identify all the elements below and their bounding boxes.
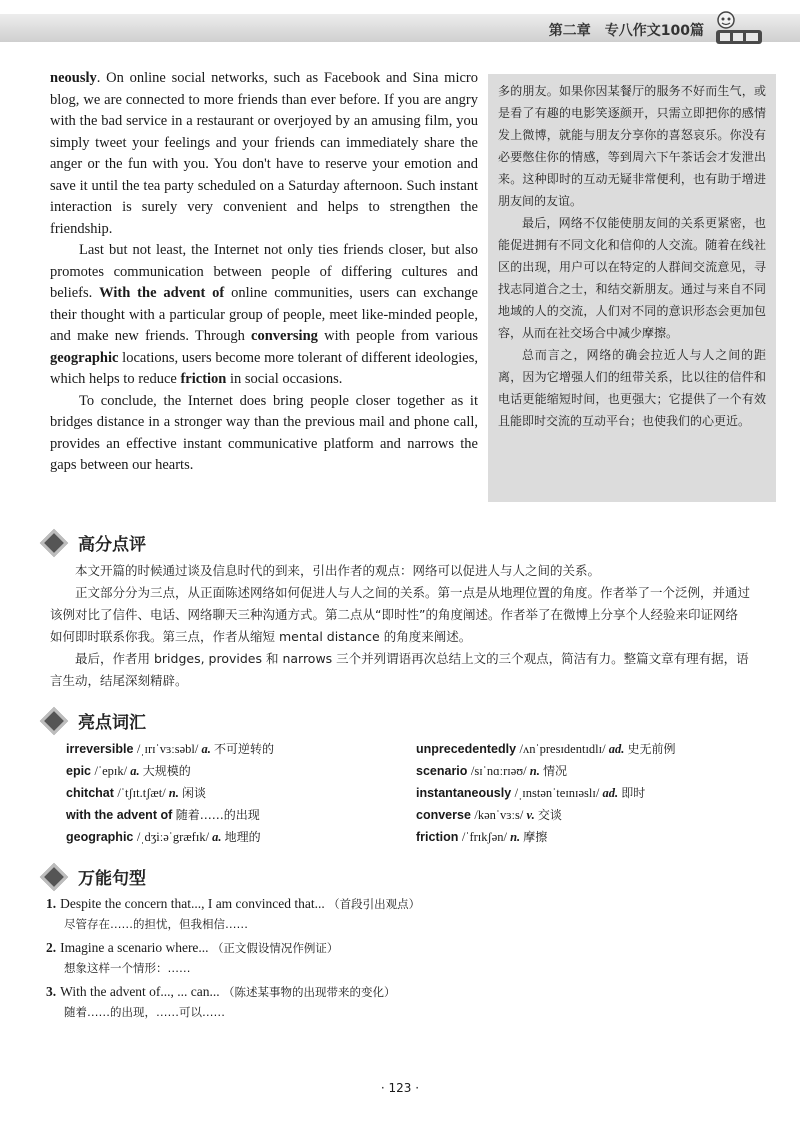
- vocab-word: friction: [416, 830, 462, 844]
- vocab-word: scenario: [416, 764, 471, 778]
- vocab-word: with the advent of: [66, 808, 176, 822]
- pattern-item: [46, 982, 746, 1022]
- diamond-bullet-icon: [40, 706, 68, 734]
- vocab-phonetic: /ˌdʒiːəˈgræfɪk/: [136, 830, 213, 844]
- vocab-word: instantaneously: [416, 786, 515, 800]
- vocab-phonetic: /ˈepɪk/: [94, 764, 131, 778]
- vocab-phonetic: /ˈtʃɪt.tʃæt/: [117, 786, 169, 800]
- pattern-text: Imagine a scenario where...: [60, 940, 212, 955]
- pattern-number: 2.: [46, 940, 57, 955]
- vocab-word: converse: [416, 808, 475, 822]
- vocab-pos: n.: [529, 764, 543, 778]
- essay-text: To conclude, the Internet does bring people closer together as it bridges distance in a stronger way than the previous mail and phone call, provides an effective instant communicative platform and narrows the gaps between our hearts.: [50, 392, 478, 473]
- vocab-pos: v.: [526, 808, 538, 822]
- vocab-list: [66, 738, 766, 848]
- comment-paragraph-3: 最后，作者用 bridges, provides 和 narrows 三个并列谓语再次总结上文的三个观点，简洁有力。整篇文章有理有据，语言生动，结尾深刻精辟。: [50, 651, 749, 688]
- essay-text: in social occasions.: [226, 371, 343, 387]
- vocab-meaning: 随着……的出现: [175, 808, 260, 822]
- vocab-meaning: 闲谈: [182, 786, 207, 800]
- diamond-bullet-icon: [40, 862, 68, 890]
- vocab-pos: a.: [212, 830, 225, 844]
- vocab-item: [66, 738, 416, 760]
- essay-text: Last but not least, the Internet not only ties friends closer, but also promotes communication between people of differing cultures and beliefs.: [50, 242, 478, 301]
- pattern-number: 3.: [46, 984, 57, 999]
- vocab-heading-text: 亮点词汇: [78, 713, 146, 733]
- vocab-item: [416, 760, 766, 782]
- pattern-english: [46, 982, 746, 1002]
- highlighted-term: friction: [180, 371, 227, 387]
- pattern-translation: 尽管存在……的担忧，但我相信……: [64, 917, 248, 931]
- vocab-item: [416, 738, 766, 760]
- vocab-word: unprecedentedly: [416, 742, 520, 756]
- vocab-meaning: 地理的: [224, 830, 261, 844]
- vocab-pos: a.: [201, 742, 215, 756]
- vocab-phonetic: /kənˈvɜːs/: [474, 808, 527, 822]
- vocab-item: [66, 804, 416, 826]
- vocab-word: geographic: [66, 830, 137, 844]
- vocab-heading: [38, 708, 146, 733]
- pattern-text: Despite the concern that..., I am convinced that...: [60, 896, 329, 911]
- vocab-item: [416, 782, 766, 804]
- pattern-english: [46, 938, 746, 958]
- essay-body: [50, 68, 478, 477]
- essay-text: online communities, users can exchange their thought with a particular group of people, meet like-minded people, and make new friends. Through: [50, 285, 478, 344]
- vocab-word: epic: [66, 764, 95, 778]
- pattern-note: （正文假设情况作例证）: [211, 941, 339, 955]
- pattern-note: （首段引出观点）: [328, 897, 421, 911]
- vocab-pos: a.: [130, 764, 143, 778]
- essay-text: . On online social networks, such as Facebook and Sina micro blog, we are connected to more friends than ever before. If you are angry with the bad service in a restaurant or overjoyed by an amusing film, you simply tweet your feelings and your friends can immediately share the anger or the fun with you. You don't have to reserve your emotion and save it until the tea party scheduled on a Saturday afternoon. Such instant interaction is surely very convenient and helps to strengthen the friendship.: [50, 70, 478, 237]
- vocab-phonetic: /ʌnˈpresɪdentɪdlɪ/: [519, 742, 609, 756]
- vocab-pos: n.: [168, 786, 182, 800]
- vocab-phonetic: /ˈfrɪkʃən/: [461, 830, 511, 844]
- vocab-word: irreversible: [66, 742, 137, 756]
- comment-body: [50, 560, 750, 692]
- essay-text: with people from various: [317, 328, 478, 344]
- pattern-translation: 随着……的出现，……可以……: [64, 1005, 225, 1019]
- pattern-item: [46, 938, 746, 978]
- comment-heading: [38, 530, 146, 555]
- highlighted-term: With the advent of: [99, 285, 225, 301]
- pattern-text: With the advent of..., ... can...: [60, 984, 224, 999]
- chapter-title: 第二章 专八作文100篇: [548, 23, 704, 39]
- translation-paragraph-2: 最后，网络不仅能使朋友间的关系更紧密，也能促进拥有不同文化和信仰的人交流。随着在线社区的出现，用户可以在特定的人群间交流意见，寻找志同道合之士，和结交新朋友。通过与来自不同地域的人的交流，人们对不同的意识形态会更加包容，从而在社交场合中减少摩擦。: [498, 216, 766, 340]
- vocab-meaning: 大规模的: [142, 764, 191, 778]
- comment-paragraph-2: 正文部分分为三点，从正面陈述网络如何促进人与人之间的关系。第一点是从地理位置的角度。作者举了一个泛例，并通过该例对比了信件、电话、网络聊天三种沟通方式。第二点从“即时性”的角度阐述。作者举了在微博上分享个人经验来印证网络如何即时联系你我。第三点，作者从缩短 mental distance 的角度来阐述。: [50, 585, 751, 644]
- vocab-meaning: 即时: [621, 786, 646, 800]
- highlighted-term: neously: [50, 70, 97, 86]
- vocab-meaning: 交谈: [537, 808, 562, 822]
- vocab-item: [66, 826, 416, 848]
- pattern-item: [46, 894, 746, 934]
- vocab-meaning: 不可逆转的: [214, 742, 275, 756]
- vocab-item: [66, 760, 416, 782]
- essay-paragraph-2: [50, 240, 478, 391]
- vocab-pos: n.: [510, 830, 524, 844]
- book-logo-icon: [712, 8, 766, 48]
- vocab-meaning: 史无前例: [627, 742, 676, 756]
- vocab-meaning: 情况: [542, 764, 567, 778]
- vocab-item: [416, 804, 766, 826]
- diamond-bullet-icon: [40, 528, 68, 556]
- patterns-list: [46, 894, 746, 1026]
- pattern-number: 1.: [46, 896, 57, 911]
- pattern-english: [46, 894, 746, 914]
- vocab-phonetic: /ˌɪrɪˈvɜːsəbl/: [136, 742, 202, 756]
- highlighted-term: conversing: [251, 328, 318, 344]
- vocab-item: [416, 826, 766, 848]
- patterns-heading-text: 万能句型: [78, 869, 146, 889]
- translation-paragraph-3: 总而言之，网络的确会拉近人与人之间的距离，因为它增强人们的纽带关系，比以往的信件和电话更能缩短时间，也更强大；它提供了一个有效且能即时交流的互动平台；也使我们的心更近。: [498, 348, 766, 428]
- vocab-word: chitchat: [66, 786, 118, 800]
- page-number: · 123 ·: [380, 1081, 420, 1095]
- vocab-phonetic: /ˌɪnstənˈteɪnɪəslɪ/: [514, 786, 603, 800]
- vocab-item: [66, 782, 416, 804]
- essay-paragraph-3: [50, 391, 478, 477]
- vocab-meaning: 摩擦: [523, 830, 548, 844]
- vocab-pos: ad.: [602, 786, 622, 800]
- vocab-pos: ad.: [608, 742, 628, 756]
- patterns-heading: [38, 864, 146, 889]
- essay-paragraph-1: [50, 68, 478, 240]
- vocab-phonetic: /sɪˈnɑːrɪəʊ/: [470, 764, 530, 778]
- pattern-translation: 想象这样一个情形：……: [64, 961, 191, 975]
- essay-text: locations, users become more tolerant of different ideologies, which helps to reduce: [50, 349, 478, 387]
- comment-heading-text: 高分点评: [78, 535, 146, 555]
- pattern-note: （陈述某事物的出现带来的变化）: [223, 985, 396, 999]
- translation-paragraph-1: 多的朋友。如果你因某餐厅的服务不好而生气，或是看了有趣的电影笑逐颜开，只需立即把你的感情发上微博，就能与朋友分享你的喜怒哀乐。你没有必要憋住你的情感，等到周六下午茶话会才发泄出来。这种即时的互动无疑非常便利，也有助于增进朋友间的友谊。: [498, 84, 766, 208]
- comment-paragraph-1: 本文开篇的时候通过谈及信息时代的到来，引出作者的观点：网络可以促进人与人之间的关系。: [75, 563, 601, 578]
- highlighted-term: geographic: [50, 349, 119, 366]
- translation-box: [488, 74, 776, 502]
